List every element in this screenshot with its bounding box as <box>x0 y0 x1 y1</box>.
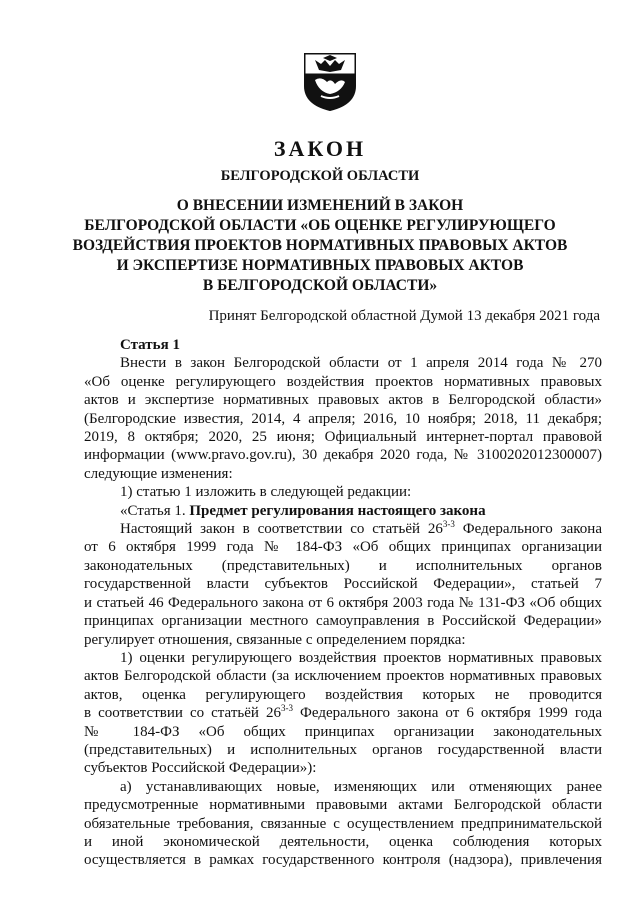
article-heading: Статья 1 <box>120 337 180 353</box>
superscript: 3-3 <box>280 703 293 714</box>
text-line: актов и экспертизе нормативных правовых актов в Белгородской области» <box>84 392 602 409</box>
text-line: законодательных (представительных) и исполнительных органов <box>84 557 602 574</box>
text-line: предусмотренные нормативными правовыми актами Белгородской области <box>84 797 602 814</box>
text-line: № 184-ФЗ «Об общих принципах организации законодательных <box>84 723 602 740</box>
text-line: обязательные требования, связанные с осуществлением предпринимательской <box>84 815 602 832</box>
text-line: субъектов Российской Федерации»): <box>84 760 317 777</box>
text-line: (Белгородские известия, 2014, 4 апреля; 2016, 10 ноября; 2018, 11 декабря; <box>84 410 602 427</box>
text-fragment: Федерального закона от 6 октября 1999 года <box>292 705 602 722</box>
text-line: 1) оценки регулирующего воздействия проектов нормативных правовых <box>120 649 602 666</box>
law-title-line-5: В БЕЛГОРОДСКОЙ ОБЛАСТИ» <box>202 277 438 294</box>
text-line: регулирует отношения, связанные с определением порядка: <box>84 631 466 648</box>
text-line: следующие изменения: <box>84 465 233 482</box>
text-line: 2019, 8 октября; 2020, 25 июня; Официальный интернет-портал правовой <box>84 429 602 446</box>
document-type: ЗАКОН <box>273 136 367 161</box>
law-title-line-4: И ЭКСПЕРТИЗЕ НОРМАТИВНЫХ ПРАВОВЫХ АКТОВ <box>116 257 524 274</box>
text-fragment: Федерального закона <box>454 521 602 538</box>
text-line: и статьей 46 Федерального закона от 6 октября 2003 года № 131-ФЗ «Об общих <box>84 594 602 611</box>
quote-prefix: «Статья 1. <box>120 502 190 519</box>
quoted-article-heading <box>84 502 602 520</box>
text-line: и иной экономической деятельности, оценка соблюдения которых <box>84 833 602 850</box>
law-title-line-2: БЕЛГОРОДСКОЙ ОБЛАСТИ «ОБ ОЦЕНКЕ РЕГУЛИРУЮЩЕГО <box>84 217 556 234</box>
law-title-line-1: О ВНЕСЕНИИ ИЗМЕНЕНИЙ В ЗАКОН <box>176 197 464 214</box>
quote-heading: Предмет регулирования настоящего закона <box>189 502 486 519</box>
law-title-line-3: ВОЗДЕЙСТВИЯ ПРОЕКТОВ НОРМАТИВНЫХ ПРАВОВЫХ АКТОВ <box>72 237 568 254</box>
text-line <box>84 520 602 538</box>
article-body <box>84 336 602 870</box>
text-line: осуществляется в рамках государственного контроля (надзора), привлечения <box>84 852 602 869</box>
coat-of-arms-emblem <box>301 50 359 112</box>
superscript: 3-3 <box>442 519 455 530</box>
region-name: БЕЛГОРОДСКОЙ ОБЛАСТИ <box>220 168 420 184</box>
text-line: «Об оценке регулирующего воздействия проектов нормативных правовых <box>84 373 602 390</box>
text-line: актов, оценка регулирующего воздействия которых не проводится <box>84 686 602 703</box>
text-line: государственной власти субъектов Российской Федерации», статьей 7 <box>84 576 602 593</box>
text-line <box>84 704 602 722</box>
item-1: 1) статью 1 изложить в следующей редакции: <box>120 484 412 501</box>
text-line: информации (www.pravo.gov.ru), 30 декабря 2020 года, № 3100202012300007) <box>84 447 602 464</box>
text-line: а) устанавливающих новые, изменяющих или отменяющих ранее <box>120 778 602 795</box>
text-line: от 6 октября 1999 года № 184-ФЗ «Об общих принципах организации <box>84 539 602 556</box>
text-line: принципах организации местного самоуправления в Российской Федерации» <box>84 613 602 630</box>
text-fragment: Настоящий закон в соответствии со статьёй 26 <box>120 521 443 538</box>
text-line: Внести в закон Белгородской области от 1 апреля 2014 года № 270 <box>120 355 602 372</box>
adoption-note: Принят Белгородской областной Думой 13 декабря 2021 года <box>208 308 600 324</box>
text-line: актов Белгородской области (за исключением проектов нормативных правовых <box>84 668 602 685</box>
text-fragment: в соответствии со статьёй 26 <box>84 705 281 722</box>
text-line: (представительных) и исполнительных органов государственной власти <box>84 741 602 758</box>
